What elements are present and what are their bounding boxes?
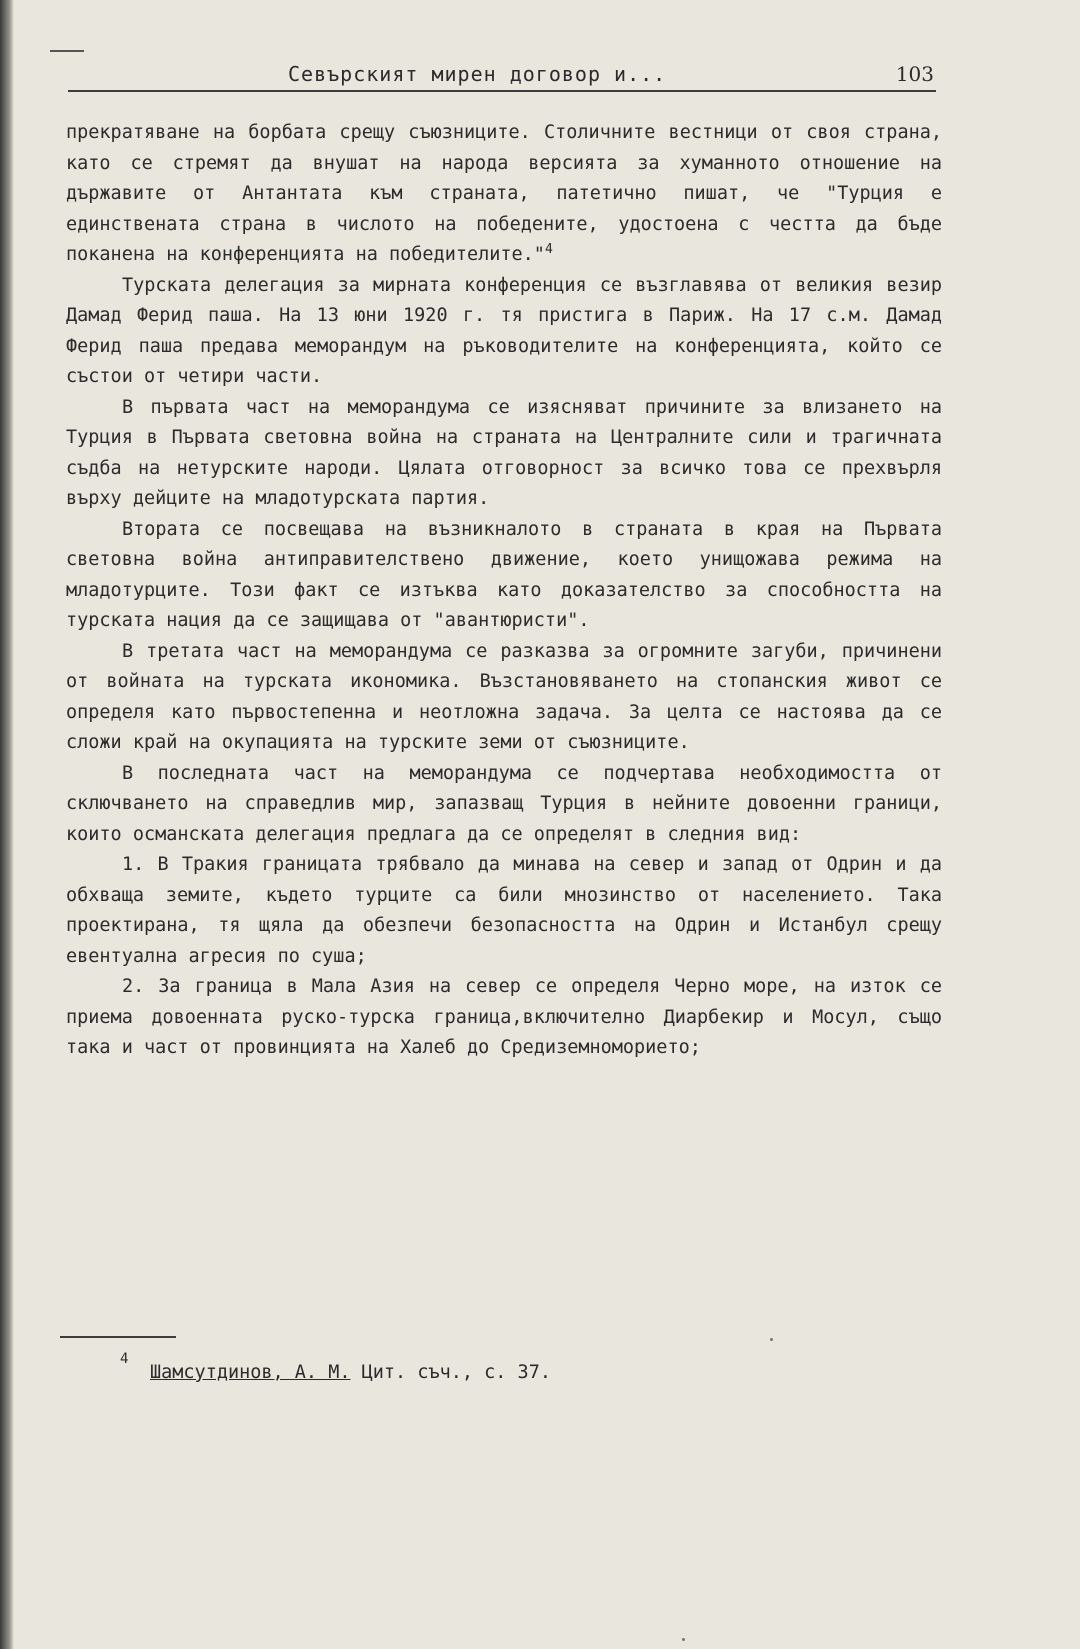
paragraph-6: В последната част на меморандума се подчертава необходимостта от сключването на справедлив мир, запазващ Турция в нейните довоенни граници, които османската делегация предлага да се определят в следния вид: xyxy=(66,762,942,845)
list-item-1: 1. В Тракия границата трябвало да минава на север и запад от Одрин и да обхваща земите, където турците са били мнозинство от населението. Така проектирана, тя щяла да обезпечи безопасността на Одрин и Истанбул срещу евентуална агресия по суша; xyxy=(66,854,942,967)
list-item-2: 2. За граница в Мала Азия на север се определя Черно море, на изток се приема довоенната руско-турска граница,включително Диарбекир и Мосул, също така и част от провинцията на Халеб до Средиземноморието; xyxy=(66,976,942,1058)
book-spine-shadow xyxy=(0,0,14,1649)
footnote-author: Шамсутдинов, А. М. xyxy=(150,1362,351,1383)
body-text xyxy=(66,118,942,1064)
footnote-mark: 4 xyxy=(120,1351,129,1367)
footnote-citation: Цит. съч., с. 37. xyxy=(361,1362,551,1383)
footnote-ref: 4 xyxy=(544,242,553,257)
speck xyxy=(770,1338,773,1341)
page-number: 103 xyxy=(895,62,934,86)
paragraph-2: Турската делегация за мирната конференция се възглавява от великия везир Дамад Ферид паша. На 13 юни 1920 г. тя пристига в Париж. На 17 с.м. Дамад Ферид паша предава меморандум на ръководителите на конференцията, който се състои от четири части. xyxy=(66,274,942,387)
paragraph-1: прекратяване на борбата срещу съюзниците. Столичните вестници от своя страна, като се стремят да внушат на народа версията за хуманното отношение на държавите от Антантата към страната, патетично пишат, че "Турция е единствената страна в числото на победените, удостоена с честта да бъде поканена на конференцията на победителите."$^4$ xyxy=(66,122,942,265)
page-edge-mark xyxy=(50,50,84,52)
paragraph-3: В първата част на меморандума се изясняват причините за влизането на Турция в Първата световна война на страната на Централните сили и трагичната съдба на нетурските народи. Цялата отговорност за всичко това се прехвърля върху дейците на младотурската партия. xyxy=(66,396,942,509)
speck xyxy=(682,1638,685,1641)
header-title: Севърският мирен договор и... xyxy=(288,62,667,86)
footnote-divider xyxy=(60,1336,176,1338)
running-header xyxy=(68,56,936,92)
paragraph-4: Втората се посвещава на възникналото в страната в края на Първата световна война антиправителствено движение, което унищожава режима на младотурците. Този факт се изтъква като доказателство за способността на турската нация да се защищава от "авантюристи". xyxy=(66,518,942,631)
paragraph-5: В третата част на меморандума се разказва за огромните загуби, причинени от войната на турската икономика. Възстановяването на стопанския живот се определя като първостепенна и неотложна задача. За целта се настоява да се сложи край на окупацията на турските земи от съюзниците. xyxy=(66,640,942,753)
